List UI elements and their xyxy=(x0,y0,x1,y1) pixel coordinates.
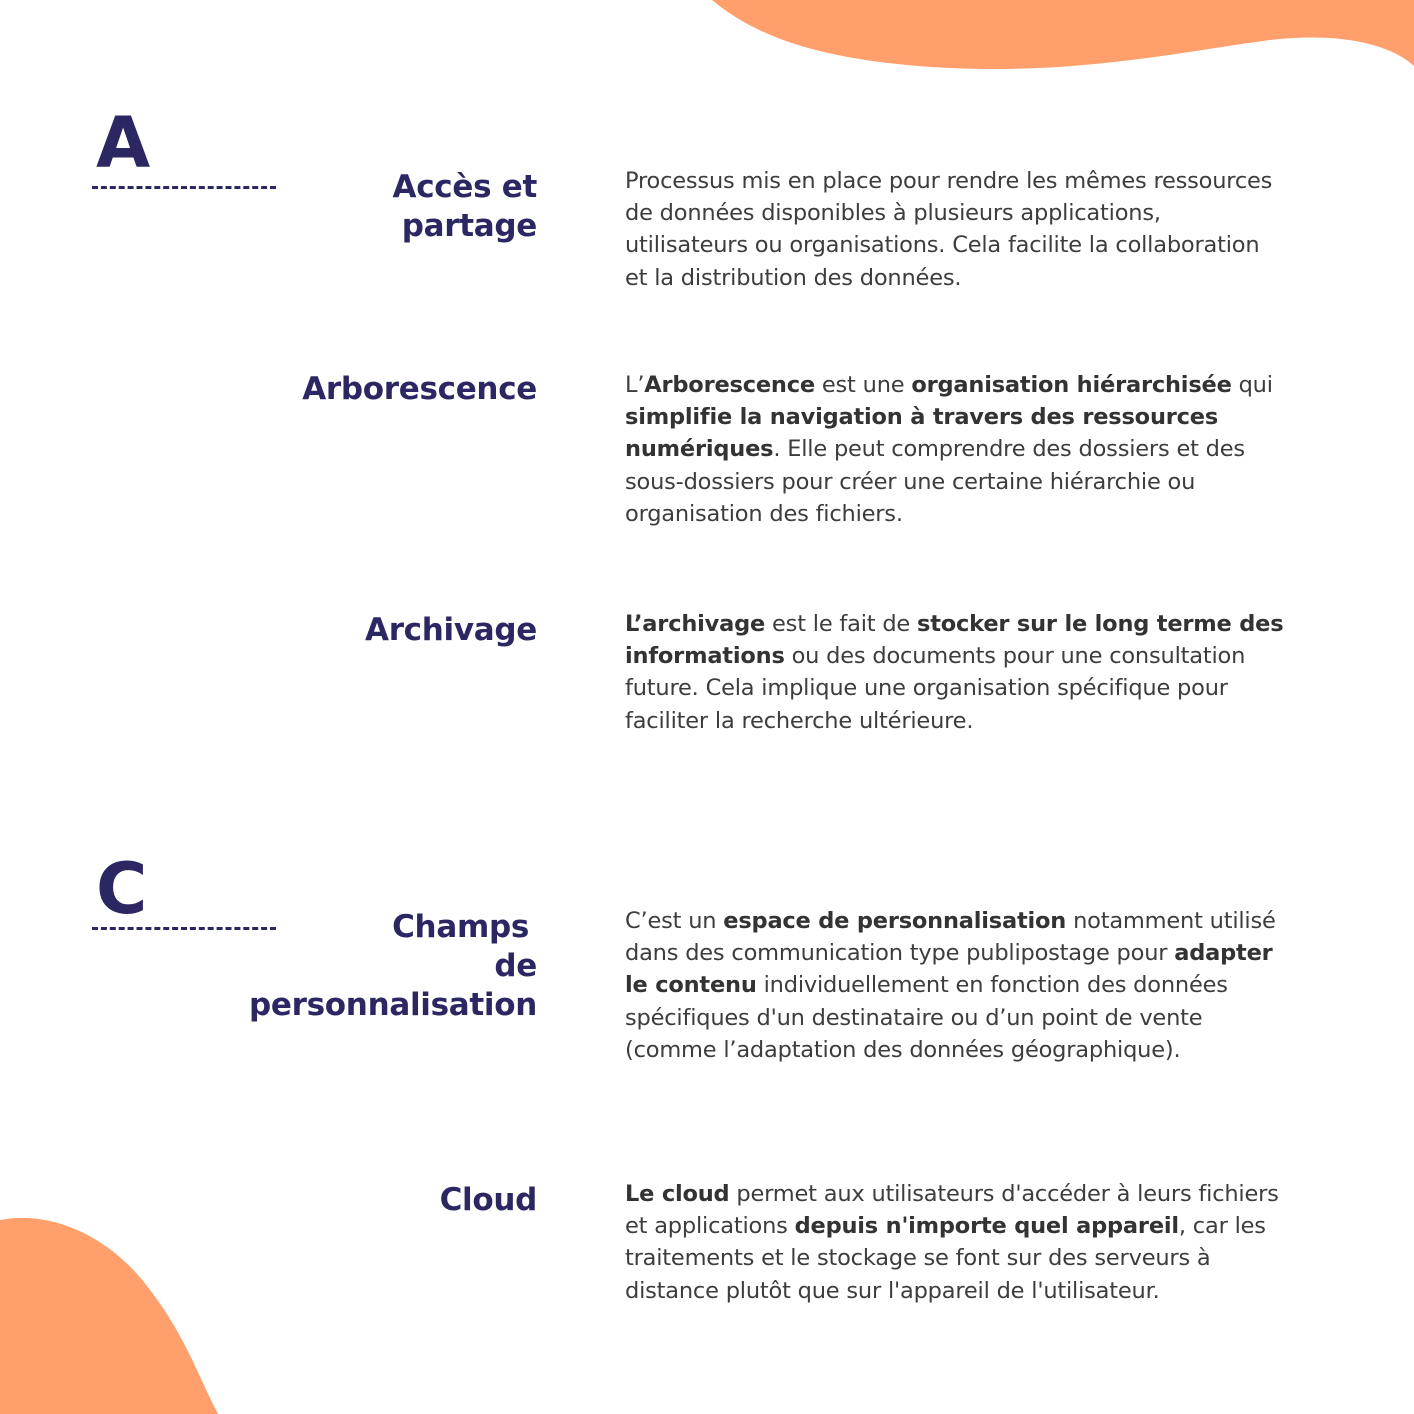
definition-acces-et-partage xyxy=(625,165,1285,294)
definition-text: , car les traitements et le stockage se font sur des serveurs à distance plutôt que sur l'appareil de l'utilisateur. xyxy=(625,1213,1266,1304)
definition-archivage xyxy=(625,608,1285,737)
term-archivage xyxy=(207,611,537,650)
term-champs-de-personnalisation xyxy=(207,908,537,1025)
definition-text: est une xyxy=(814,372,912,398)
term-line: de xyxy=(494,948,537,984)
definition-bold-text: depuis n'importe quel appareil xyxy=(794,1213,1179,1240)
definition-cloud xyxy=(625,1178,1285,1307)
definition-bold-text: stocker sur le long terme des informations xyxy=(625,611,1284,670)
definition-arborescence xyxy=(625,369,1285,530)
term-line: Archivage xyxy=(365,612,537,648)
definition-bold-text: espace de personnalisation xyxy=(723,908,1067,934)
section-letter-c: C xyxy=(96,848,148,930)
definition-text: est le fait de xyxy=(765,611,918,637)
definition-text: individuellement en fonction des données spécifiques d'un destinataire ou d’un point de vente (comme l’adaptation des données géographique). xyxy=(625,972,1228,1063)
top-wave-shape xyxy=(712,0,1414,69)
term-line: partage xyxy=(401,208,537,244)
definition-text: C’est un xyxy=(625,908,724,934)
definition-text: ou des documents pour une consultation future. Cela implique une organisation spécifique pour faciliter la recherche ultérieure. xyxy=(625,643,1246,734)
definition-bold-text: simplifie la navigation à travers des ressources numériques xyxy=(625,404,1219,463)
bottom-left-orange-blob xyxy=(0,1200,240,1414)
definition-bold-text: organisation hiérarchisée xyxy=(911,372,1232,398)
definition-bold-text: Le cloud xyxy=(625,1181,730,1207)
definition-champs-de-personnalisation xyxy=(625,905,1285,1066)
definition-text: L’ xyxy=(625,372,645,398)
term-line: personnalisation xyxy=(249,987,537,1023)
term-arborescence xyxy=(207,370,537,409)
bottom-blob-shape xyxy=(0,1218,218,1414)
term-line: Cloud xyxy=(439,1182,537,1218)
definition-text: Processus mis en place pour rendre les mêmes ressources de données disponibles à plusieurs applications, utilisateurs ou organisations. Cela facilite la collaboration et la distribution des données. xyxy=(625,168,1273,291)
term-cloud xyxy=(207,1181,537,1220)
term-line: Arborescence xyxy=(302,371,537,407)
term-acces-et-partage xyxy=(207,168,537,246)
term-line: Champs xyxy=(392,909,529,945)
definition-text: . Elle peut comprendre des dossiers et des sous-dossiers pour créer une certaine hiérarchie ou organisation des fichiers. xyxy=(625,436,1245,527)
definition-text: permet aux utilisateurs d'accéder à leurs fichiers et applications xyxy=(625,1181,1279,1240)
definition-text: notamment utilisé dans des communication type publipostage pour xyxy=(625,908,1276,967)
definition-text: qui xyxy=(1231,372,1273,398)
term-line: Accès et xyxy=(392,169,537,205)
definition-bold-text: Arborescence xyxy=(644,372,815,398)
definition-bold-text: adapter le contenu xyxy=(625,940,1273,999)
top-right-orange-wave xyxy=(0,0,1414,120)
definition-bold-text: L’archivage xyxy=(625,611,766,637)
section-letter-a: A xyxy=(96,102,151,184)
